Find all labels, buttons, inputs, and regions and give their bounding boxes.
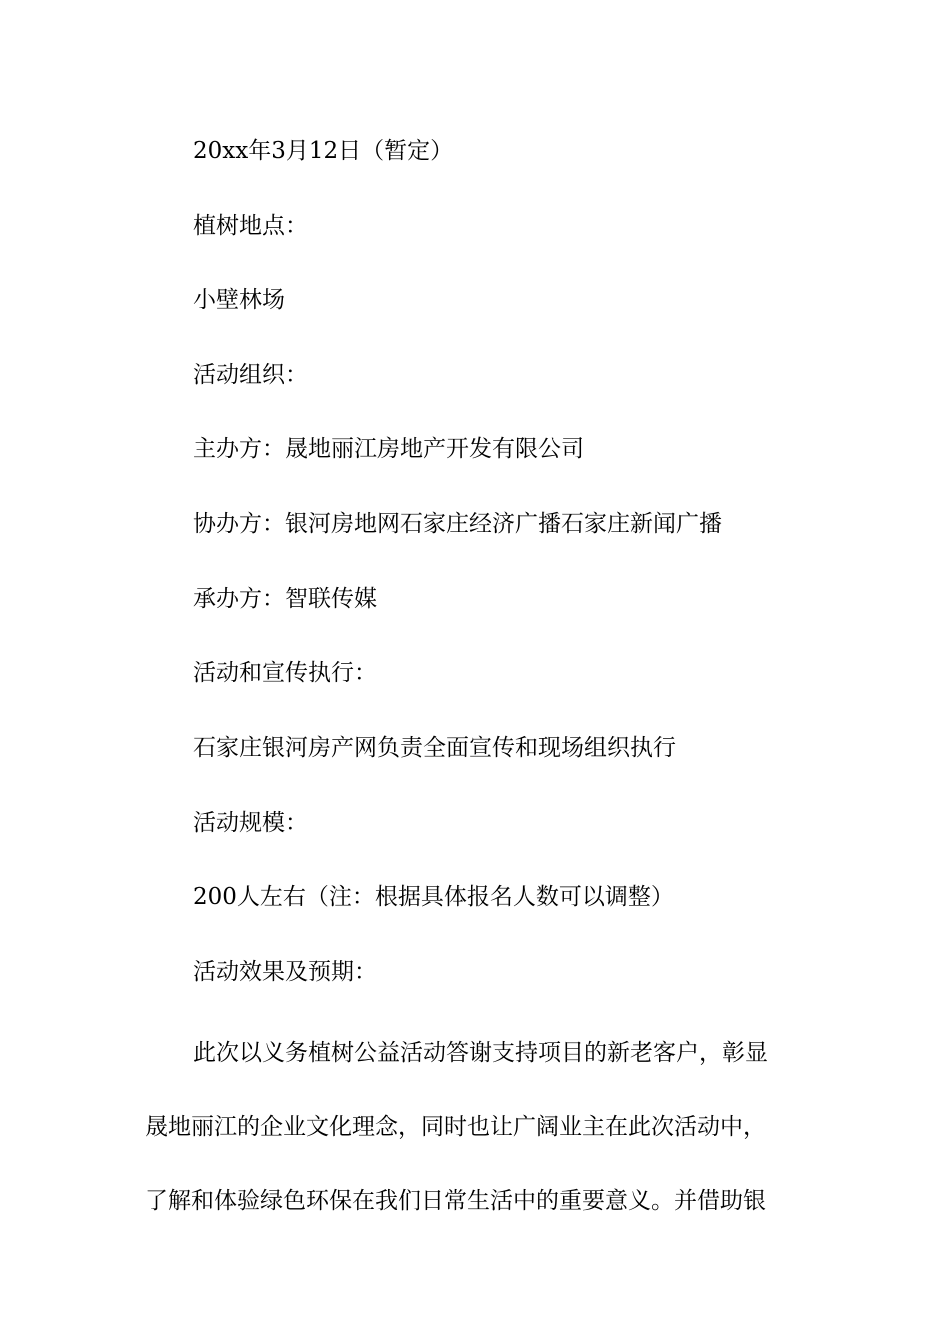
- date-line: 20xx年3月12日（暂定）: [193, 138, 454, 164]
- effect-heading: 活动效果及预期：: [193, 959, 377, 985]
- effect-paragraph: [145, 1016, 805, 1238]
- execution-value: 石家庄银河房产网负责全面宣传和现场组织执行: [193, 735, 676, 761]
- paragraph-line: 了解和体验绿色环保在我们日常生活中的重要意义。并借助银: [145, 1188, 766, 1214]
- organization-heading: 活动组织：: [193, 362, 308, 388]
- paragraph-line: 晟地丽江的企业文化理念，同时也让广阔业主在此次活动中，: [145, 1114, 766, 1140]
- location-heading: 植树地点：: [193, 213, 308, 239]
- organizer-line: 承办方：智联传媒: [193, 586, 377, 612]
- paragraph-line: 此次以义务植树公益活动答谢支持项目的新老客户，彰显: [193, 1040, 768, 1066]
- execution-heading: 活动和宣传执行：: [193, 660, 377, 686]
- co-host-line: 协办方：银河房地网石家庄经济广播石家庄新闻广播: [193, 511, 722, 537]
- host-line: 主办方：晟地丽江房地产开发有限公司: [193, 436, 584, 462]
- location-value: 小壁林场: [193, 287, 285, 313]
- scale-heading: 活动规模：: [193, 810, 308, 836]
- scale-value: 200人左右（注：根据具体报名人数可以调整）: [193, 884, 674, 910]
